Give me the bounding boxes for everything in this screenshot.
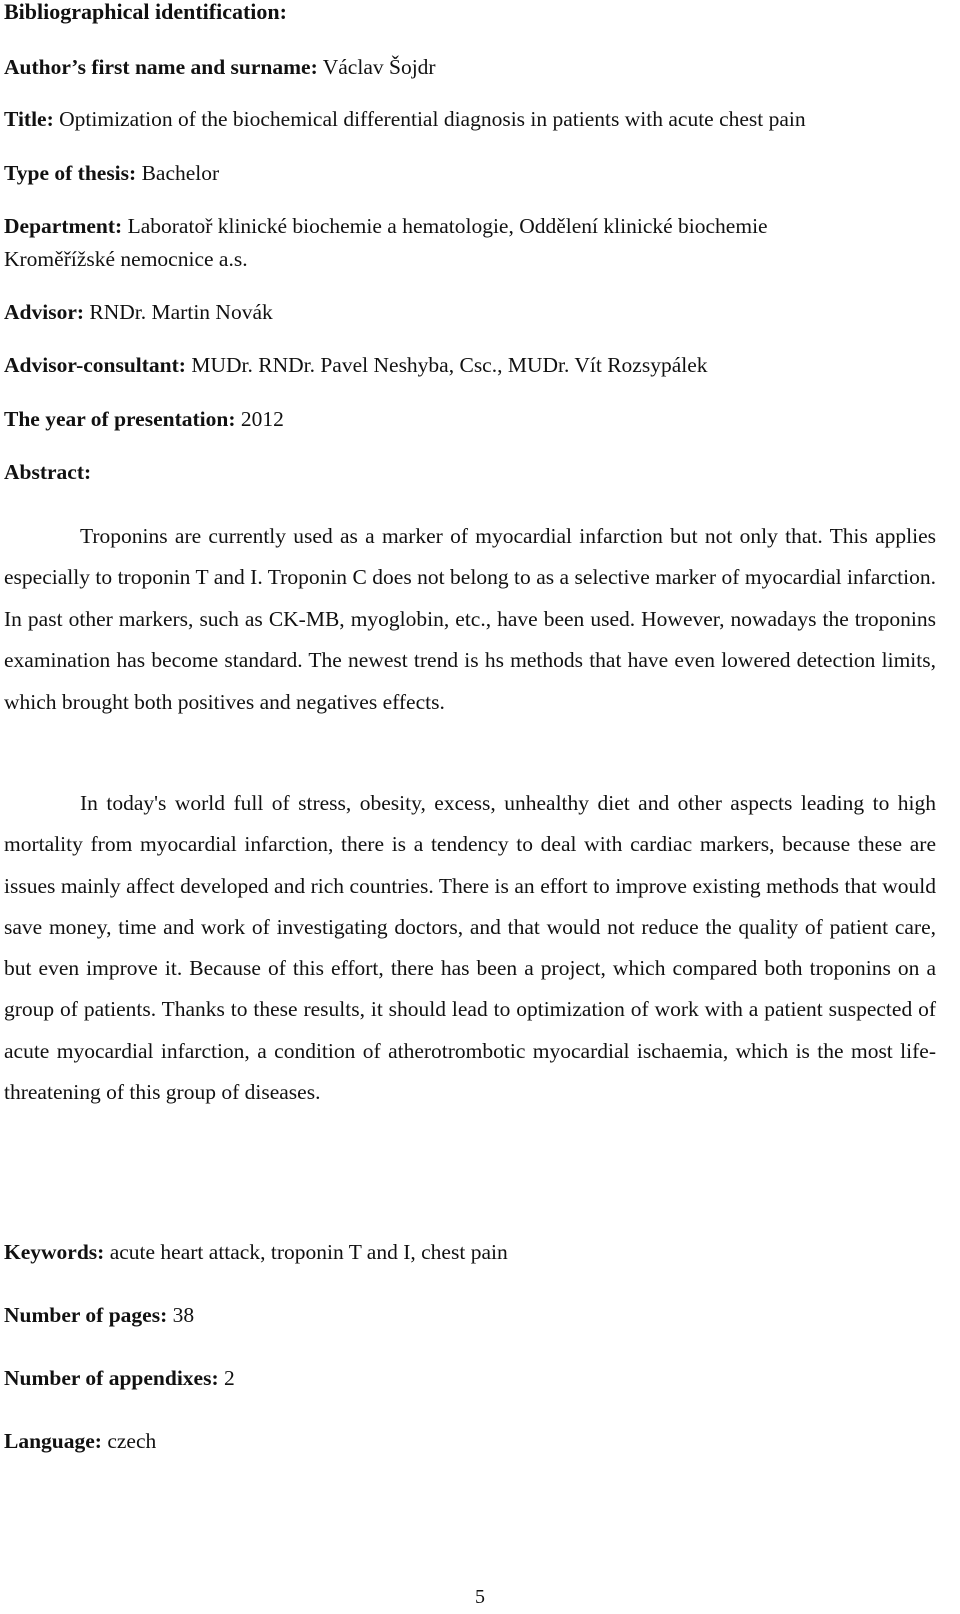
year-value: 2012 [240,407,284,431]
department-label: Department: [4,214,123,238]
year-field [4,405,936,433]
title-label: Title: [4,107,54,131]
abstract-paragraph-1-text: Troponins are currently used as a marker of myocardial infarction but not only that. This applies especially to troponin T and I. Troponin C does not belong to as a selective marker of myocardial infarction. In past other markers, such as CK-MB, myoglobin, etc., have been used. However, nowadays the troponins examination has become standard. The newest trend is hs methods that have even lowered detection limits, which brought both positives and negatives effects. [4,524,936,714]
consultant-label: Advisor-consultant: [4,353,186,377]
abstract-paragraph-2-text: In today's world full of stress, obesity, excess, unhealthy diet and other aspects leading to high mortality from myocardial infarction, there is a tendency to deal with cardiac markers, because these are issues mainly affect developed and rich countries. There is an effort to improve existing methods that would save money, time and work of investigating doctors, and that would not reduce the quality of patient care, but even improve it. Because of this effort, there has been a project, which compared both troponins on a group of patients. Thanks to these results, it should lead to optimization of work with a patient suspected of acute myocardial infarction, a condition of atherotrombotic myocardial ischaemia, which is the most life-threatening of this group of diseases. [4,791,936,1105]
thesis-type-value: Bachelor [141,161,220,185]
title-value: Optimization of the biochemical differential diagnosis in patients with acute chest pain [59,107,806,131]
advisor-value: RNDr. Martin Novák [89,300,273,324]
abstract-paragraph-1 [4,516,936,723]
language-value: czech [107,1429,157,1453]
pages-label: Number of pages: [4,1303,168,1327]
abstract-paragraph-2 [4,783,936,1113]
consultant-value: MUDr. RNDr. Pavel Neshyba, Csc., MUDr. Vít Rozsypálek [191,353,708,377]
author-field [4,53,936,81]
year-label: The year of presentation: [4,407,236,431]
keywords-field [4,1238,936,1266]
advisor-label: Advisor: [4,300,85,324]
keywords-value: acute heart attack, troponin T and I, chest pain [109,1240,508,1264]
language-label: Language: [4,1429,102,1453]
title-field [4,105,936,133]
appendixes-field [4,1364,936,1392]
thesis-type-label: Type of thesis: [4,161,137,185]
section-heading: Bibliographical identification: [4,0,287,24]
keywords-label: Keywords: [4,1240,105,1264]
department-value-continued: Kroměřížské nemocnice a.s. [4,247,248,271]
author-label: Author’s first name and surname: [4,55,318,79]
department-field [4,212,936,240]
pages-value: 38 [172,1303,195,1327]
abstract-label: Abstract: [4,460,92,484]
language-field [4,1427,936,1455]
page-number: 5 [475,1586,485,1608]
pages-field [4,1301,936,1329]
appendixes-label: Number of appendixes: [4,1366,219,1390]
author-value: Václav Šojdr [322,55,436,79]
appendixes-value: 2 [224,1366,235,1390]
consultant-field [4,351,936,379]
advisor-field [4,298,936,326]
department-value: Laboratoř klinické biochemie a hematologie, Oddělení klinické biochemie [127,214,768,238]
thesis-type-field [4,159,936,187]
